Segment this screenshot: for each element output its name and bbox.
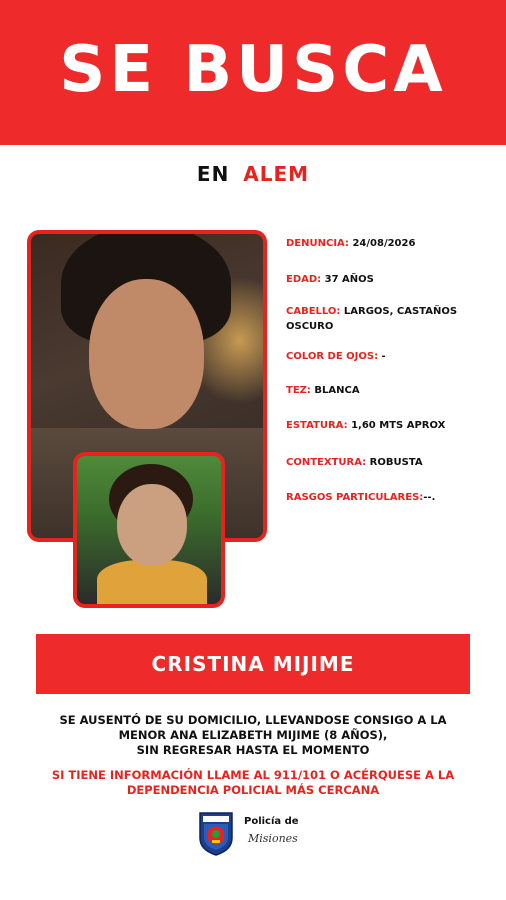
call-to-action: SI TIENE INFORMACIÓN LLAME AL 911/101 O ACÉRQUESE A LA DEPENDENCIA POLICIAL MÁS CERCANA — [51, 768, 455, 797]
location-line — [0, 162, 506, 186]
logo-line1: Policía de — [244, 816, 299, 827]
logo-line2: Misiones — [248, 832, 298, 845]
detail-edad: EDAD: 37 AÑOS — [286, 274, 374, 285]
location-prefix: EN — [196, 162, 230, 186]
detail-denuncia: DENUNCIA: 24/08/2026 — [286, 238, 416, 249]
police-shield-icon — [198, 810, 234, 856]
detail-contextura: CONTEXTURA: ROBUSTA — [286, 457, 423, 468]
location-city: ALEM — [243, 162, 310, 186]
detail-rasgos: RASGOS PARTICULARES:--. — [286, 492, 436, 503]
name-banner — [36, 634, 470, 694]
child-photo — [73, 452, 225, 608]
detail-tez: TEZ: BLANCA — [286, 385, 360, 396]
header-banner — [0, 0, 506, 145]
detail-estatura: ESTATURA: 1,60 MTS APROX — [286, 420, 446, 431]
detail-cabello: CABELLO: LARGOS, CASTAÑOS OSCURO — [286, 306, 458, 332]
person-name: CRISTINA MIJIME — [151, 652, 355, 676]
police-logo — [198, 810, 328, 860]
page-title: SE BUSCA — [59, 32, 447, 107]
notice-text: SE AUSENTÓ DE SU DOMICILIO, LLEVANDOSE CONSIGO A LA MENOR ANA ELIZABETH MIJIME (8 AÑOS), SIN REGRESAR HASTA EL MOMENTO — [59, 713, 447, 757]
detail-color-ojos: COLOR DE OJOS: - — [286, 351, 386, 362]
